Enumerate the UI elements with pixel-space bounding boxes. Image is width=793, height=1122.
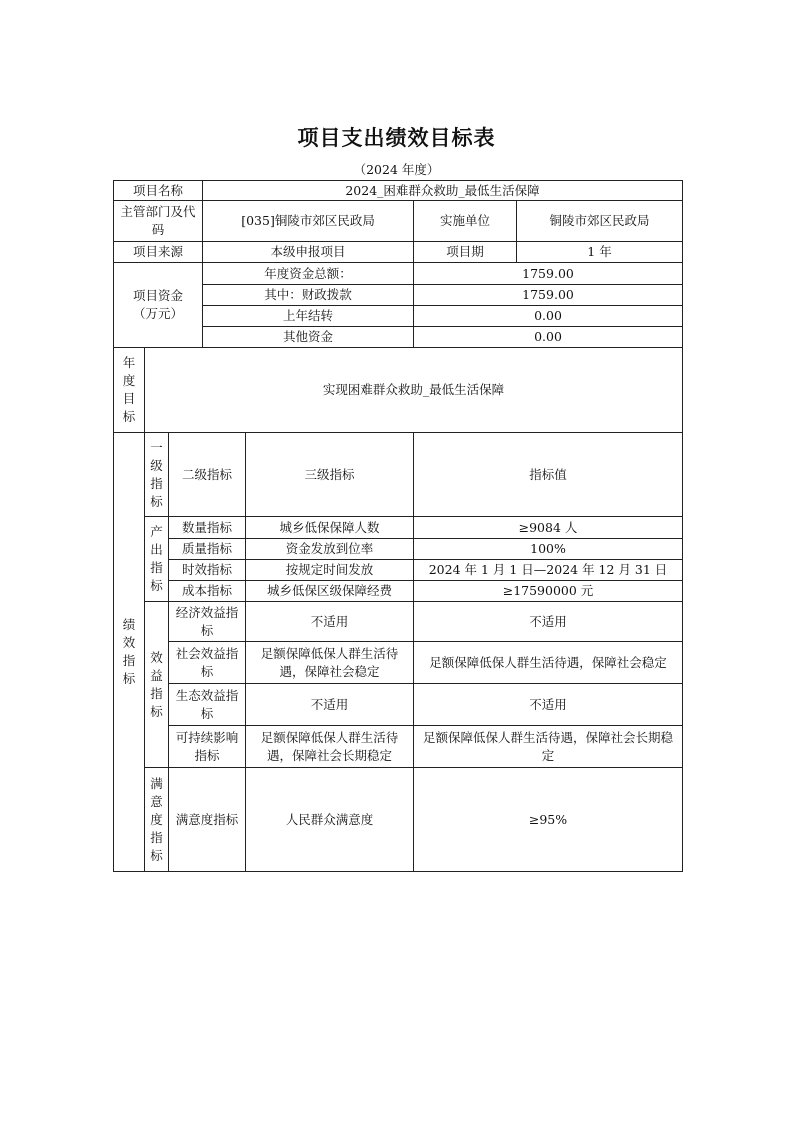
benefit-level2: 社会效益指标 <box>169 642 246 684</box>
output-level3: 资金发放到位率 <box>246 539 414 560</box>
year-label: （2024 年度） <box>353 162 440 177</box>
benefit-level2: 经济效益指标 <box>169 602 246 642</box>
annual-goal-text: 实现困难群众救助_最低生活保障 <box>145 348 683 433</box>
output-row <box>114 539 683 560</box>
project-source-value: 本级申报项目 <box>203 242 414 263</box>
benefit-row <box>114 602 683 642</box>
benefit-level3: 不适用 <box>246 602 414 642</box>
output-value: 2024 年 1 月 1 日—2024 年 12 月 31 日 <box>414 560 683 581</box>
output-level3: 城乡低保保障人数 <box>246 517 414 539</box>
funds-row-label: 其中：财政拨款 <box>203 285 414 306</box>
project-period-label: 项目期 <box>414 242 517 263</box>
output-level2: 数量指标 <box>169 517 246 539</box>
benefit-row <box>114 642 683 684</box>
output-row <box>114 517 683 539</box>
benefit-level2: 可持续影响指标 <box>169 726 246 768</box>
funds-row-value: 1759.00 <box>414 263 683 285</box>
department-row <box>114 201 683 242</box>
indicator-value-header: 指标值 <box>414 433 683 517</box>
output-value: ≥9084 人 <box>414 517 683 539</box>
benefit-level2: 生态效益指标 <box>169 684 246 726</box>
satisfaction-level1-label: 满 意 度 指 标 <box>145 768 169 872</box>
implementing-unit-value: 铜陵市郊区民政局 <box>517 201 683 242</box>
project-name-row <box>114 181 683 201</box>
project-source-row <box>114 242 683 263</box>
benefit-value: 足额保障低保人群生活待遇，保障社会长期稳定 <box>414 726 683 768</box>
benefit-level1-label: 效 益 指 标 <box>145 602 169 768</box>
benefit-level3: 不适用 <box>246 684 414 726</box>
satisfaction-row <box>114 768 683 872</box>
project-name-value: 2024_困难群众救助_最低生活保障 <box>203 181 683 201</box>
funds-label <box>114 263 203 348</box>
annual-goal-row <box>114 348 683 433</box>
satisfaction-level2: 满意度指标 <box>169 768 246 872</box>
funds-row-label: 年度资金总额： <box>203 263 414 285</box>
output-level2: 成本指标 <box>169 581 246 602</box>
funds-row-label: 上年结转 <box>203 306 414 327</box>
output-level2: 质量指标 <box>169 539 246 560</box>
benefit-value: 不适用 <box>414 602 683 642</box>
project-source-label: 项目来源 <box>114 242 203 263</box>
output-level3: 按规定时间发放 <box>246 560 414 581</box>
performance-target-table <box>113 180 683 872</box>
project-period-value: 1 年 <box>517 242 683 263</box>
benefit-level3: 足额保障低保人群生活待遇，保障社会长期稳定 <box>246 726 414 768</box>
page-title: 项目支出绩效目标表 <box>297 126 496 150</box>
funds-row-value: 0.00 <box>414 306 683 327</box>
department-value: [035]铜陵市郊区民政局 <box>203 201 414 242</box>
output-row <box>114 581 683 602</box>
output-level1-label: 产 出 指 标 <box>145 517 169 602</box>
output-value: 100% <box>414 539 683 560</box>
level1-header: 一 级 指 标 <box>145 433 169 517</box>
funds-row <box>114 263 683 285</box>
funds-label-line2: （万元） <box>133 306 184 321</box>
annual-goal-label: 年 度 目 标 <box>114 348 145 433</box>
output-row <box>114 560 683 581</box>
satisfaction-level3: 人民群众满意度 <box>246 768 414 872</box>
funds-row-value: 0.00 <box>414 327 683 348</box>
benefit-level3: 足额保障低保人群生活待遇，保障社会稳定 <box>246 642 414 684</box>
funds-row-label: 其他资金 <box>203 327 414 348</box>
department-label: 主管部门及代码 <box>114 201 203 242</box>
funds-label-line1: 项目资金 <box>133 288 184 303</box>
benefit-value: 足额保障低保人群生活待遇，保障社会稳定 <box>414 642 683 684</box>
output-level3: 城乡低保区级保障经费 <box>246 581 414 602</box>
satisfaction-value: ≥95% <box>414 768 683 872</box>
project-name-label: 项目名称 <box>114 181 203 201</box>
performance-header-row <box>114 433 683 517</box>
funds-row-value: 1759.00 <box>414 285 683 306</box>
output-value: ≥17590000 元 <box>414 581 683 602</box>
benefit-value: 不适用 <box>414 684 683 726</box>
benefit-row <box>114 726 683 768</box>
level3-header: 三级指标 <box>246 433 414 517</box>
benefit-row <box>114 684 683 726</box>
implementing-unit-label: 实施单位 <box>414 201 517 242</box>
level2-header: 二级指标 <box>169 433 246 517</box>
performance-label: 绩 效 指 标 <box>114 433 145 872</box>
output-level2: 时效指标 <box>169 560 246 581</box>
